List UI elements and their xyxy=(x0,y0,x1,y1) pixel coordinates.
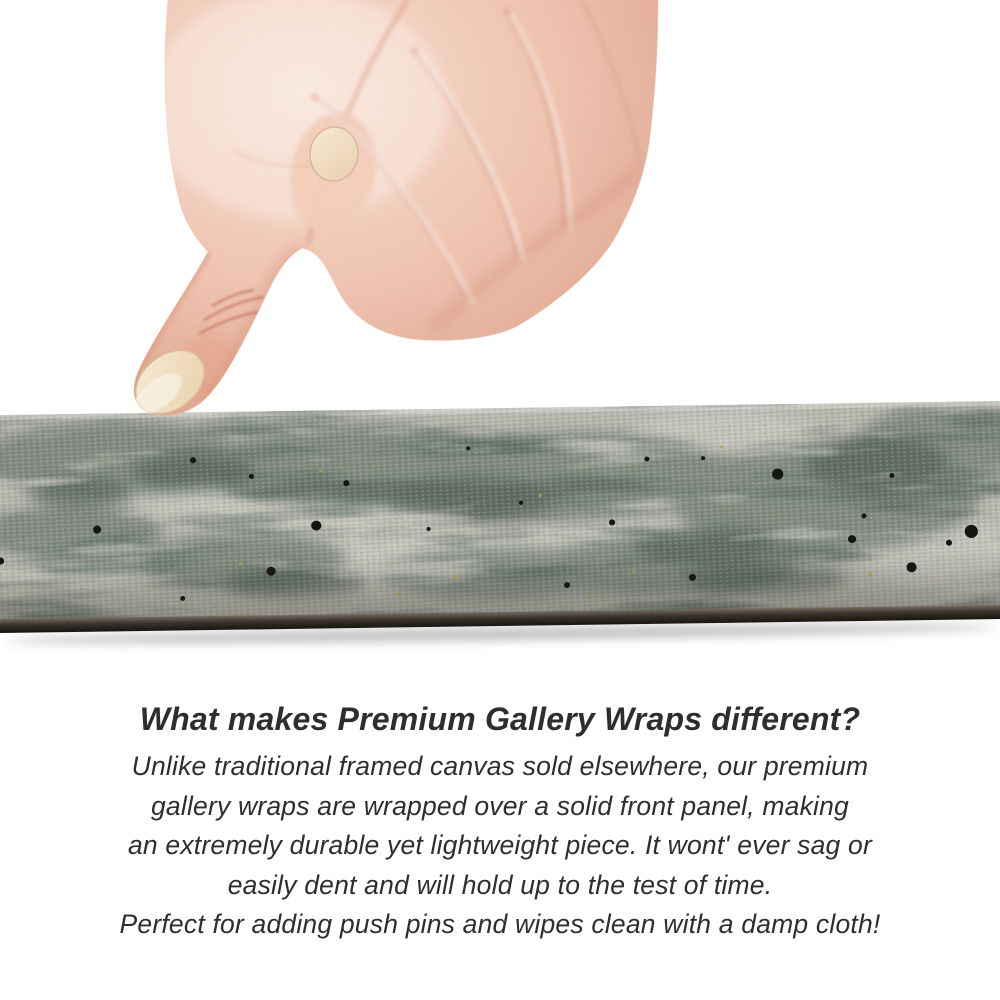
copy-line: gallery wraps are wrapped over a solid front panel, making xyxy=(150,790,849,821)
copy-line: Perfect for adding push pins and wipes clean with a damp cloth! xyxy=(119,909,881,939)
copy-line: Unlike traditional framed canvas sold elsewhere, our premium xyxy=(131,751,869,781)
copy-line: easily dent and will hold up to the test of time. xyxy=(227,869,773,900)
canvas-strip xyxy=(0,401,1000,660)
marketing-copy xyxy=(0,698,1000,945)
hand-photo xyxy=(112,0,672,432)
canvas-texture xyxy=(0,401,1000,620)
copy-line: an extremely durable yet lightweight piece. It wont' ever sag or xyxy=(127,830,873,860)
copy-heading: What makes Premium Gallery Wraps different? xyxy=(139,701,861,737)
